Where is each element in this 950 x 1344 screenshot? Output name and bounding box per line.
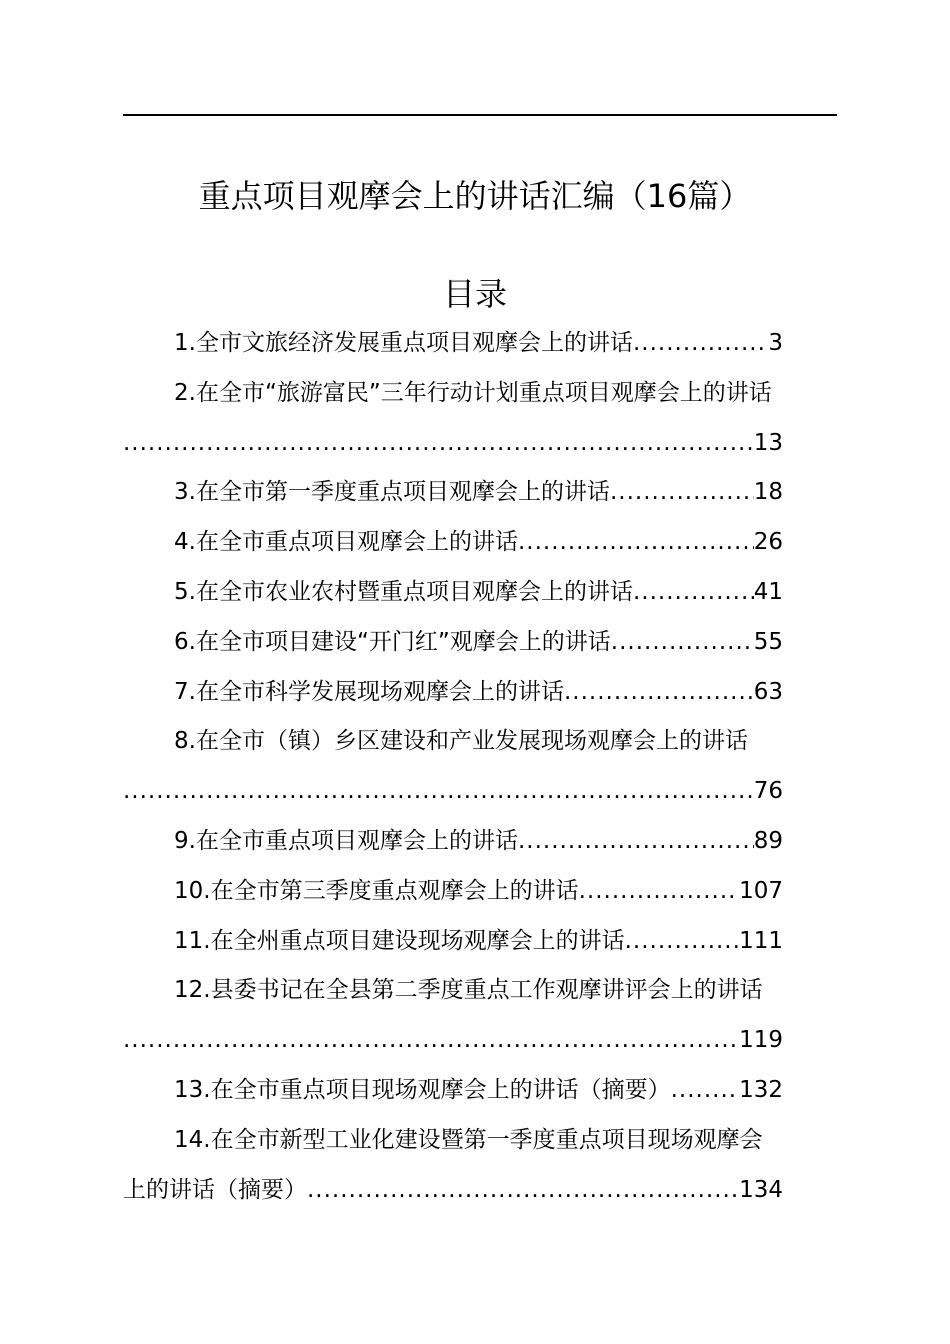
toc-entry-title: 6.在全市项目建设“开门红”观摩会上的讲话 [174, 628, 611, 655]
dot-leader [633, 568, 754, 618]
toc-entry-page: 107 [739, 877, 783, 904]
toc-entry-page: 89 [753, 827, 783, 854]
dot-leader [611, 618, 754, 668]
toc-entry[interactable] [123, 817, 837, 867]
toc-heading: 目录 [442, 275, 507, 313]
table-of-contents [123, 319, 837, 1215]
toc-entry[interactable] [123, 1116, 837, 1216]
dot-leader [564, 668, 754, 718]
toc-entry-page: 18 [753, 479, 783, 506]
dot-leader [633, 319, 768, 369]
dot-leader [610, 468, 754, 518]
document-title: 重点项目观摩会上的讲话汇编（16篇） [198, 177, 752, 215]
toc-entry[interactable] [123, 319, 837, 369]
toc-entry[interactable] [123, 966, 837, 1066]
toc-entry-page: 111 [739, 927, 783, 954]
dot-leader [518, 518, 754, 568]
toc-entry[interactable] [123, 717, 837, 817]
dot-leader [123, 1016, 739, 1066]
toc-entry[interactable] [123, 867, 837, 917]
dot-leader [625, 917, 740, 967]
toc-entry-page: 3 [768, 330, 783, 356]
dot-leader [123, 767, 754, 817]
toc-entry-page: 63 [753, 678, 783, 705]
dot-leader [518, 817, 754, 867]
toc-entry[interactable] [123, 518, 837, 568]
toc-entry[interactable] [123, 568, 837, 618]
toc-entry[interactable] [123, 468, 837, 518]
toc-entry-title: 11.在全州重点项目建设现场观摩会上的讲话 [174, 927, 625, 954]
toc-entry-page: 13 [753, 429, 783, 456]
toc-entry-page: 134 [739, 1176, 783, 1203]
toc-entry[interactable] [123, 917, 837, 967]
toc-entry-page: 119 [739, 1027, 783, 1054]
toc-entry-page: 76 [753, 778, 783, 805]
dot-leader [307, 1166, 739, 1216]
toc-entry-title: 1.全市文旅经济发展重点项目观摩会上的讲话 [174, 330, 633, 356]
toc-entry[interactable] [123, 618, 837, 668]
dot-leader [671, 1066, 740, 1116]
toc-entry-title: 7.在全市科学发展现场观摩会上的讲话 [174, 678, 564, 705]
toc-entry-title: 8.在全市（镇）乡区建设和产业发展现场观摩会上的讲话 [174, 728, 748, 755]
toc-entry-title: 5.在全市农业农村暨重点项目观摩会上的讲话 [174, 578, 633, 605]
toc-entry-title: 2.在全市“旅游富民”三年行动计划重点项目观摩会上的讲话 [174, 379, 772, 406]
toc-entry-page: 41 [753, 578, 783, 605]
toc-entry-title: 4.在全市重点项目观摩会上的讲话 [174, 529, 518, 556]
toc-entry-title-continued: 上的讲话（摘要） [123, 1176, 307, 1203]
toc-entry-title: 3.在全市第一季度重点项目观摩会上的讲话 [174, 479, 610, 506]
toc-entry-title: 12.县委书记在全县第二季度重点工作观摩讲评会上的讲话 [174, 977, 763, 1004]
dot-leader [123, 419, 754, 469]
dot-leader [579, 867, 740, 917]
toc-entry-page: 26 [753, 529, 783, 556]
toc-entry-page: 132 [739, 1076, 783, 1103]
toc-entry-title: 10.在全市第三季度重点观摩会上的讲话 [174, 877, 579, 904]
toc-entry-page: 55 [753, 628, 783, 655]
toc-entry[interactable] [123, 1066, 837, 1116]
toc-entry-title: 9.在全市重点项目观摩会上的讲话 [174, 827, 518, 854]
toc-entry[interactable] [123, 369, 837, 469]
toc-entry[interactable] [123, 668, 837, 718]
header-rule [123, 114, 837, 116]
toc-entry-title: 13.在全市重点项目现场观摩会上的讲话（摘要） [174, 1076, 671, 1103]
toc-entry-title: 14.在全市新型工业化建设暨第一季度重点项目现场观摩会 [174, 1126, 763, 1153]
